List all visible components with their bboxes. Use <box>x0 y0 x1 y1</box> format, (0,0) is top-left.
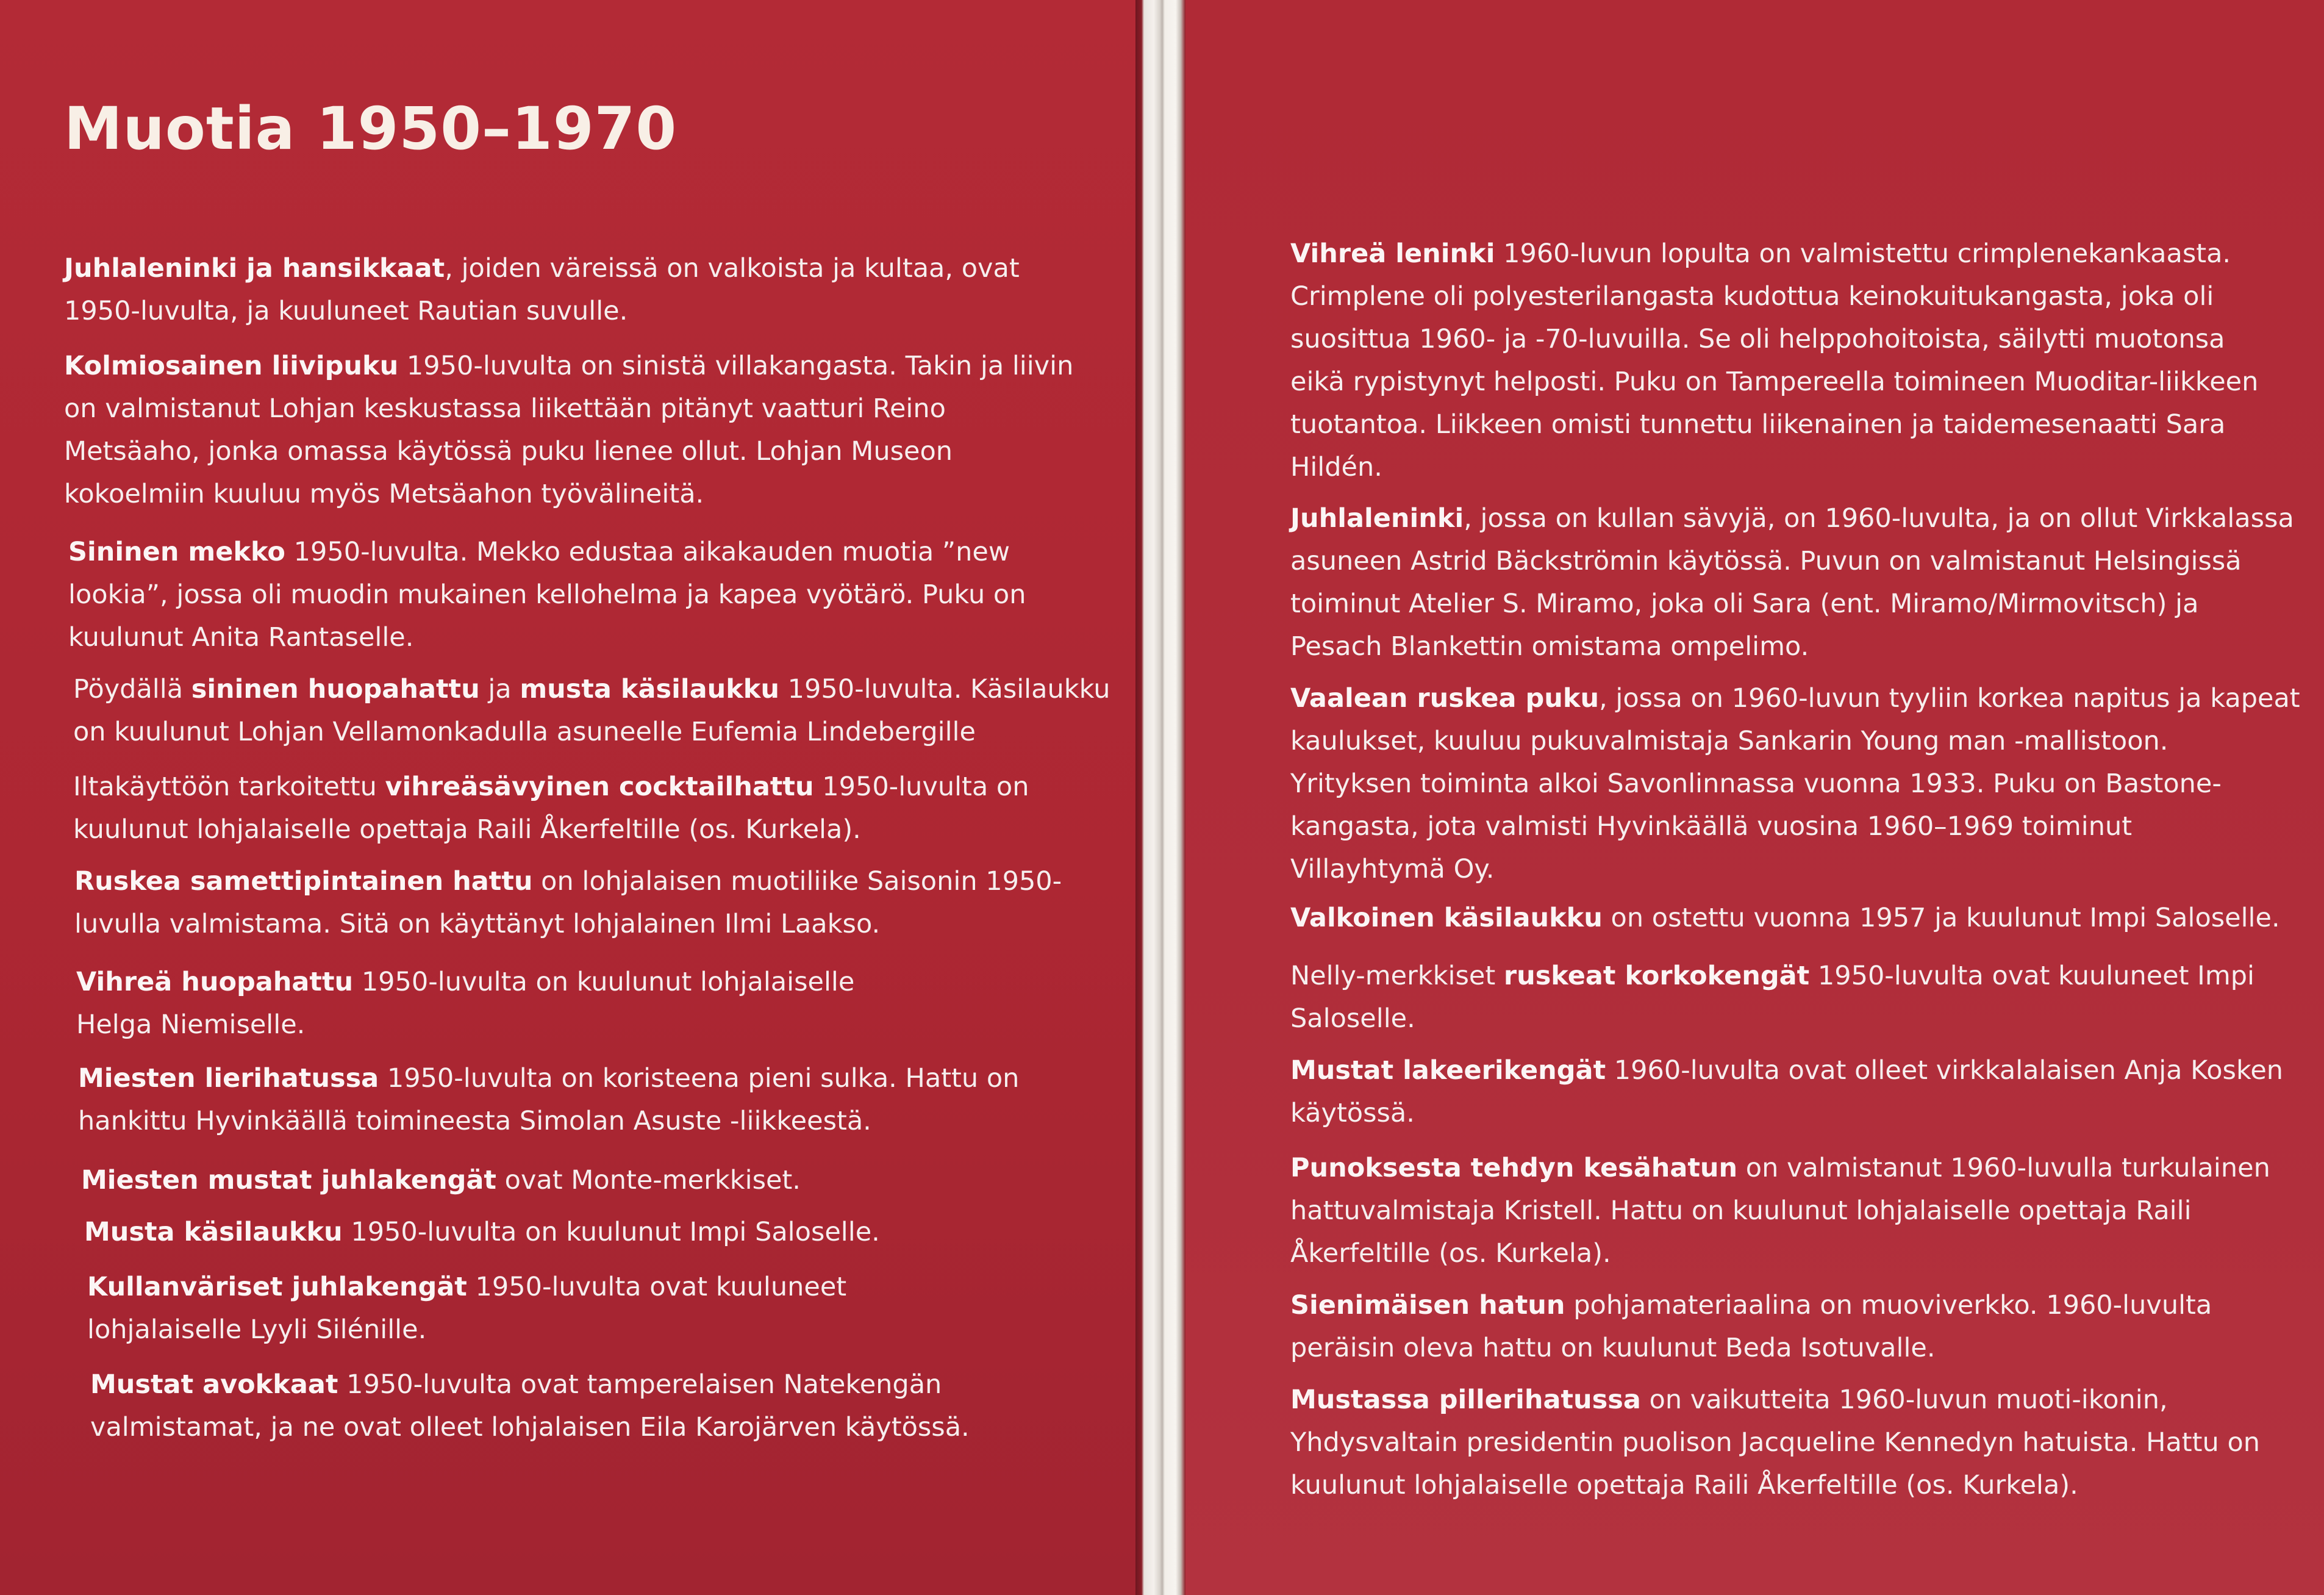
left-entry-6: Ruskea samettipintainen hattu on lohjalaisen muotiliike Saisonin 1950- luvulla valmistama. Sitä on käyttänyt lohjalainen Ilmi Laakso. <box>74 866 1062 939</box>
page-title: Muotia 1950–1970 <box>64 95 678 163</box>
left-entry-10: Musta käsilaukku 1950-luvulta on kuulunut Impi Saloselle. <box>84 1217 880 1247</box>
left-entry-12: Mustat avokkaat 1950-luvulta ovat tamperelaisen Natekengän valmistamat, ja ne ovat olleet lohjalaisen Eila Karojärven käytössä. <box>90 1369 970 1443</box>
left-entry-2: Kolmiosainen liivipuku 1950-luvulta on sinistä villakangasta. Takin ja liivin on valmistanut Lohjan keskustassa liikettään pitänyt vaatturi Reino Metsäaho, jonka omassa käytössä puku lienee ollut. Lohjan Museon kokoelmiin kuuluu myös Metsäahon työvälineitä. <box>64 351 1074 509</box>
left-entry-11: Kullanväriset juhlakengät 1950-luvulta ovat kuuluneet lohjalaiselle Lyyli Silénille. <box>87 1272 847 1345</box>
right-entry-6: Mustat lakeerikengät 1960-luvulta ovat olleet virkkalalaisen Anja Kosken käytössä. <box>1290 1055 2284 1128</box>
right-entry-2: Juhlaleninki, jossa on kullan sävyjä, on 1960-luvulta, ja on ollut Virkkalassa asuneen Astrid Bäckströmin käytössä. Puvun on valmistanut Helsingissä toiminut Atelier S. Miramo, joka oli Sara (ent. Miramo/Mirmovitsch) ja Pesach Blankettin omistama ompelimo. <box>1290 503 2294 662</box>
left-entry-5: Iltakäyttöön tarkoitettu vihreäsävyinen cocktailhattu 1950-luvulta on kuulunut lohjalaiselle opettaja Raili Åkerfeltille (os. Kurkela). <box>73 772 1029 845</box>
right-entry-5: Nelly-merkkiset ruskeat korkokengät 1950-luvulta ovat kuuluneet Impi Saloselle. <box>1290 961 2254 1034</box>
left-entry-3: Sininen mekko 1950-luvulta. Mekko edustaa aikakauden muotia ”new lookia”, jossa oli muodin mukainen kellohelma ja kapea vyötärö. Puku on kuulunut Anita Rantaselle. <box>68 537 1026 653</box>
left-entry-7: Vihreä huopahattu 1950-luvulta on kuulunut lohjalaiselle Helga Niemiselle. <box>76 967 855 1040</box>
right-entry-1: Vihreä leninki 1960-luvun lopulta on valmistettu crimplenekankaasta. Crimplene oli polyesterilangasta kudottua keinokuitukangasta, joka oli suosittua 1960- ja -70-luvuilla. Se oli helppohoitoista, säilytti muotonsa eikä rypistynyt helposti. Puku on Tampereella toimineen Muoditar-liikkeen tuotantoa. Liikkeen omisti tunnettu liikenainen ja taidemesenaatti Sara Hildén. <box>1290 238 2259 482</box>
left-entry-1: Juhlaleninki ja hansikkaat, joiden väreissä on valkoista ja kultaa, ovat 1950-luvulta, ja kuuluneet Rautian suvulle. <box>64 253 1020 326</box>
left-entry-9: Miesten mustat juhlakengät ovat Monte-merkkiset. <box>81 1165 801 1195</box>
left-entry-4: Pöydällä sininen huopahattu ja musta käsilaukku 1950-luvulta. Käsilaukku on kuulunut Lohjan Vellamonkadulla asuneelle Eufemia Lindebergille <box>73 674 1110 747</box>
left-panel <box>0 0 1135 1595</box>
right-panel <box>1185 0 2324 1595</box>
right-entry-4: Valkoinen käsilaukku on ostettu vuonna 1957 ja kuulunut Impi Saloselle. <box>1290 903 2280 933</box>
right-entry-7: Punoksesta tehdyn kesähatun on valmistanut 1960-luvulla turkulainen hattuvalmistaja Kristell. Hattu on kuulunut lohjalaiselle opettaja Raili Åkerfeltille (os. Kurkela). <box>1290 1153 2270 1269</box>
left-entry-8: Miesten lierihatussa 1950-luvulta on koristeena pieni sulka. Hattu on hankittu Hyvinkäällä toimineesta Simolan Asuste -liikkeestä. <box>78 1063 1020 1136</box>
panel-divider <box>1135 0 1185 1595</box>
right-entry-8: Sienimäisen hatun pohjamateriaalina on muoviverkko. 1960-luvulta peräisin oleva hattu on kuulunut Beda Isotuvalle. <box>1290 1290 2212 1363</box>
right-entry-3: Vaalean ruskea puku, jossa on 1960-luvun tyyliin korkea napitus ja kapeat kaulukset, kuuluu pukuvalmistaja Sankarin Young man -mallistoon. Yrityksen toiminta alkoi Savonlinnassa vuonna 1933. Puku on Bastone- kangasta, jota valmisti Hyvinkäällä vuosina 1960–1969 toiminut Villayhtymä Oy. <box>1290 683 2300 884</box>
right-entry-9: Mustassa pillerihatussa on vaikutteita 1960-luvun muoti-ikonin, Yhdysvaltain presidentin puolison Jacqueline Kennedyn hatuista. Hattu on kuulunut lohjalaiselle opettaja Raili Åkerfeltille (os. Kurkela). <box>1290 1385 2261 1500</box>
